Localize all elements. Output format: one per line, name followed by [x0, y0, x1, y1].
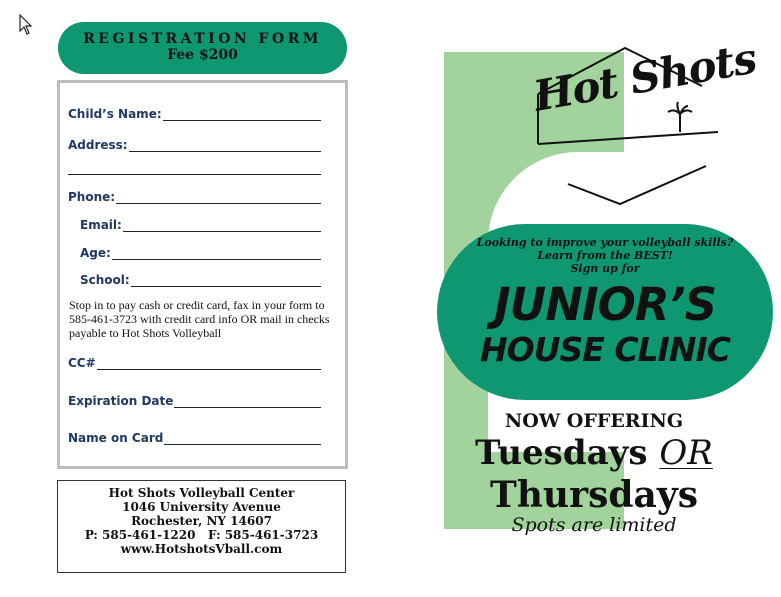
tagline-line-3: Sign up for: [570, 262, 640, 275]
phone-fax: P: 585-461-1220 F: 585-461-3723: [84, 528, 319, 542]
hot-shots-logo-text: Hot Shots: [529, 33, 760, 121]
address-line-2[interactable]: [68, 174, 321, 175]
age-field[interactable]: [80, 244, 321, 260]
website-link[interactable]: www.HotshotsVball.com: [120, 542, 283, 556]
contact-info-box: [57, 480, 346, 573]
city-state-zip: Rochester, NY 14607: [131, 514, 272, 528]
registration-fee: Fee $200: [167, 47, 238, 63]
now-offering-heading: NOW OFFERING: [504, 410, 684, 432]
child-name-label: Child’s Name:: [68, 107, 162, 121]
registration-title: REGISTRATION FORM: [83, 31, 322, 47]
thursdays-text: Thursdays: [489, 474, 699, 516]
registration-header: [58, 22, 347, 74]
school-label: School:: [80, 273, 130, 287]
clinic-title-juniors: JUNIOR’S: [493, 278, 717, 331]
registration-form: [57, 80, 348, 469]
expiration-date-label: Expiration Date: [68, 394, 174, 408]
age-label: Age:: [80, 246, 111, 260]
street-address: 1046 University Avenue: [122, 500, 281, 514]
phone-label: Phone:: [68, 190, 116, 204]
school-field[interactable]: [80, 271, 321, 287]
spots-limited-text: Spots are limited: [511, 514, 677, 536]
tagline-line-2: Learn from the BEST!: [537, 249, 673, 262]
or-text: OR: [659, 433, 713, 473]
name-on-card-label: Name on Card: [68, 431, 164, 445]
expiration-date-field[interactable]: [68, 392, 321, 408]
tuesdays-text: Tuesdays: [475, 433, 648, 473]
email-field[interactable]: [80, 216, 321, 232]
cc-label: CC#: [68, 356, 96, 370]
cc-field[interactable]: [68, 354, 321, 370]
name-on-card-field[interactable]: [68, 429, 321, 445]
promo-tagline: [437, 236, 773, 275]
address-label: Address:: [68, 138, 128, 152]
clinic-title-house-clinic: HOUSE CLINIC: [480, 330, 730, 369]
tuesdays-or-line: [444, 432, 744, 474]
address-field[interactable]: [68, 136, 321, 152]
mouse-cursor-icon: [18, 14, 34, 36]
child-name-field[interactable]: [68, 105, 321, 121]
tagline-line-1: Looking to improve your volleyball skills?: [476, 236, 734, 249]
center-name: Hot Shots Volleyball Center: [108, 486, 295, 500]
email-label: Email:: [80, 218, 122, 232]
phone-field[interactable]: [68, 188, 321, 204]
payment-note: Stop in to pay cash or credit card, fax in your form to 585-461-3723 with credit card info OR mail in checks payable to Hot Shots Volleyball: [69, 298, 330, 340]
